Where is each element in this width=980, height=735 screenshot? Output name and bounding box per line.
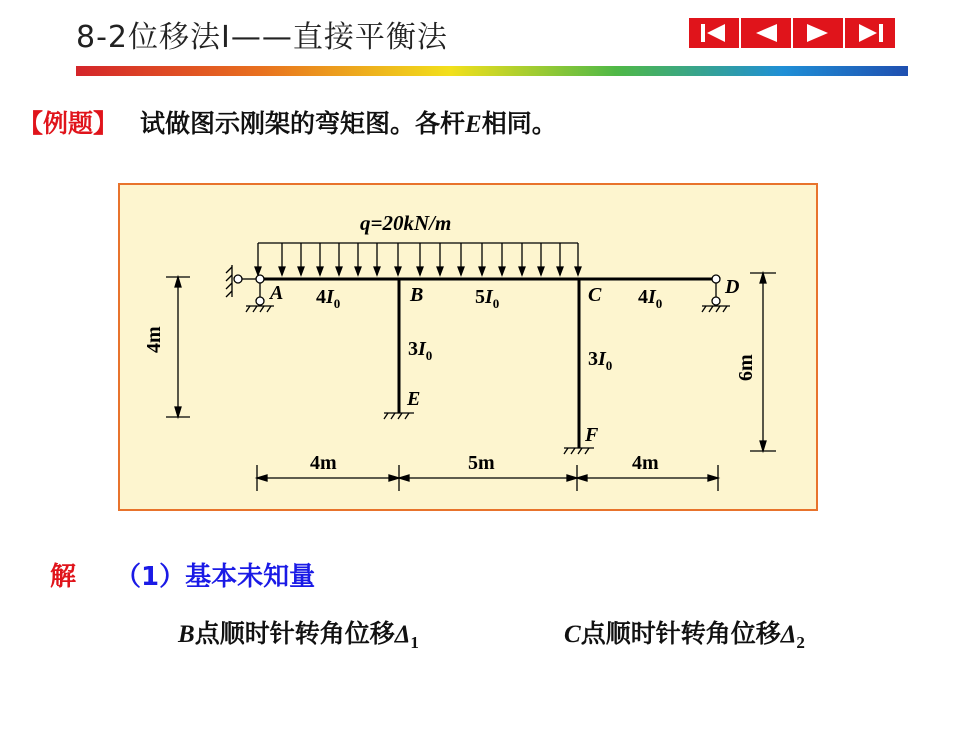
support-f (564, 448, 594, 454)
stiffness-ab: $4I_0$ (316, 286, 341, 311)
unknown-2-symbol: Δ (780, 621, 797, 648)
example-tag: 【例题】 (18, 109, 119, 138)
slide-navigation (688, 17, 896, 49)
header-divider (76, 66, 908, 76)
example-text-after: 相同。 (481, 109, 557, 138)
skip-back-icon (699, 22, 729, 44)
load-arrows (255, 243, 581, 275)
dim-left-height-label: 4m (143, 326, 165, 353)
unknown-1-subscript: 1 (410, 633, 419, 652)
page-title: 8-2位移法Ⅰ——直接平衡法 (76, 20, 448, 55)
dim-left-height (166, 277, 190, 417)
play-back-icon (751, 22, 781, 44)
stiffness-cf: $3I_0$ (588, 348, 613, 373)
example-text-before: 试做图示刚架的弯矩图。各杆 (140, 109, 466, 138)
dim-span2-label: 5m (468, 452, 495, 474)
solution-mark: 解 (50, 562, 77, 592)
support-a (226, 265, 274, 312)
unknown-1-text: 点顺时针转角位移 (194, 619, 395, 648)
previous-slide-button[interactable] (740, 17, 792, 49)
unknown-1-symbol: Δ (394, 621, 411, 648)
example-text (140, 109, 557, 138)
stiffness-be: $3I_0$ (408, 338, 433, 363)
node-d-label: D (725, 276, 740, 298)
unknown-2 (564, 614, 805, 653)
dim-span3-label: 4m (632, 452, 659, 474)
stiffness-cd: $4I_0$ (638, 286, 663, 311)
skip-forward-icon (855, 22, 885, 44)
node-e-label: E (407, 388, 421, 410)
solution-step-1: （1）基本未知量 (115, 562, 316, 592)
node-c-label: C (588, 284, 602, 306)
first-slide-button[interactable] (688, 17, 740, 49)
node-a-label: A (270, 282, 284, 304)
example-var-e: E (465, 111, 482, 138)
support-e (384, 413, 414, 419)
distributed-load (255, 243, 581, 275)
dim-span1-label: 4m (310, 452, 337, 474)
load-label: q=20kN/m (360, 211, 452, 235)
dim-right-height-label: 6m (735, 354, 757, 381)
unknown-2-subscript: 2 (796, 633, 805, 652)
last-slide-button[interactable] (844, 17, 896, 49)
node-f-label: F (585, 424, 599, 446)
frame-diagram (118, 183, 818, 511)
stiffness-bc: $5I_0$ (475, 286, 500, 311)
example-statement (18, 104, 557, 140)
node-b-label: B (410, 284, 424, 306)
unknown-2-node: C (564, 621, 581, 648)
unknown-1-node: B (178, 621, 195, 648)
next-slide-button[interactable] (792, 17, 844, 49)
unknown-2-text: 点顺时针转角位移 (580, 619, 781, 648)
unknown-1 (178, 614, 419, 653)
play-forward-icon (803, 22, 833, 44)
